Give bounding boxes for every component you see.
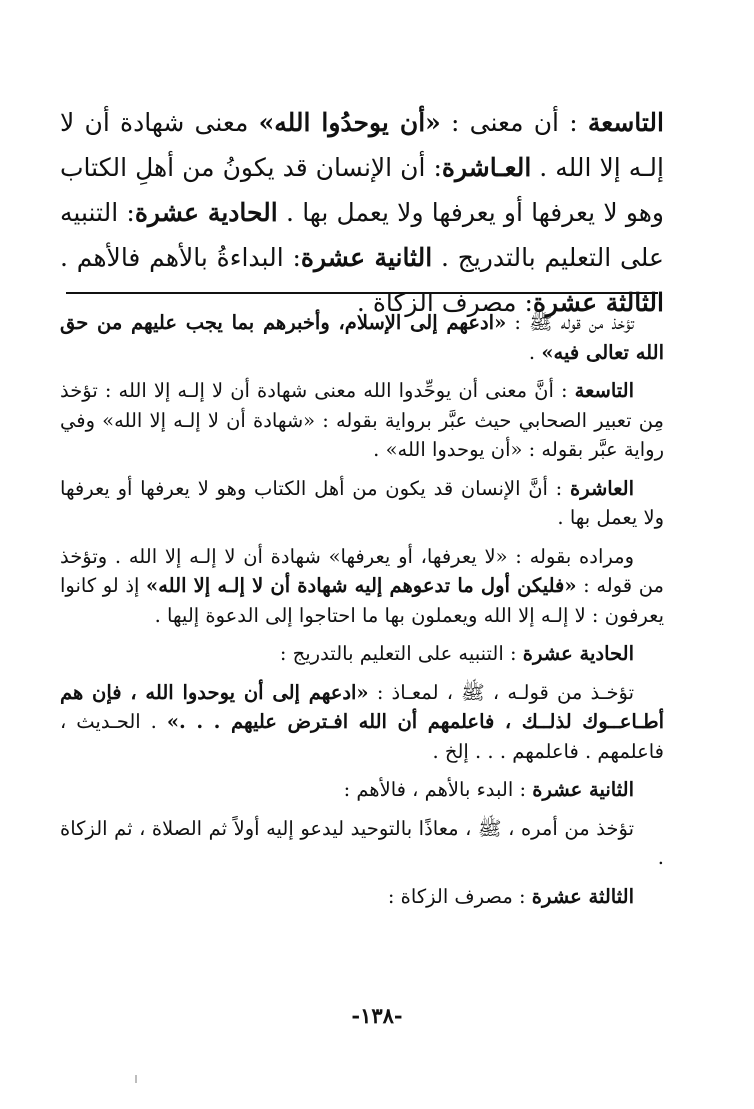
note-paragraph: التاسعة : أنَّ معنى أن يوحِّدوا الله معنى شهادة أن لا إلـه إلا الله : تؤخذ مِن تعبير الصحابي حيث عبَّر برواية بقوله : «شهادة أن لا إلـه إلا الله» وفي رواية عبَّر بقوله : «أن يوحدوا الله» . bbox=[60, 379, 664, 461]
page-number: -١٣٨- bbox=[351, 1003, 403, 1028]
scan-mark bbox=[135, 1075, 137, 1083]
main-paragraph: التاسعة : أن معنى : «أن يوحدُوا الله» معنى شهادة أن لا إلـه إلا الله . العـاشرة: أن الإنسان قد يكونُ من أهلِ الكتاب وهو لا يعرفها أو يعرفها ولا يعمل بها . الحادية عشرة: التنبيه على التعليم بالتدريج . الثانية عشرة: البداءةُ بالأهم فالأهم . الثالثة عشرة: مصرف الزكاة . bbox=[60, 108, 664, 317]
note-paragraph: تؤخذ من قوله ﷺ : «ادعهم إلى الإسلام، وأخبرهم بما يجب عليهم من حق الله تعالى فيه» . bbox=[60, 311, 664, 364]
commentary-block bbox=[60, 308, 664, 920]
note-paragraph: الثانية عشرة : البدء بالأهم ، فالأهم : bbox=[343, 778, 634, 801]
note-paragraph: تؤخذ من أمره ، ﷺ ، معاذًا بالتوحيد ليدعو إليه أولاً ثم الصلاة ، ثم الزكاة . bbox=[60, 816, 664, 869]
lesson-eleventh-heading: الحادية عشرة bbox=[134, 198, 278, 227]
lesson-tenth-heading: العـاشرة bbox=[441, 153, 532, 182]
note-paragraph: العاشرة : أنَّ الإنسان قد يكون من أهل الكتاب وهو لا يعرفها أو يعرفها ولا يعمل بها . bbox=[60, 476, 664, 529]
note-paragraph: الثالثة عشرة : مصرف الزكاة : bbox=[387, 884, 634, 908]
footnote-divider bbox=[66, 292, 658, 294]
note-paragraph: تؤخـذ من قولـه ، ﷺ ، لمعـاذ : «ادعهم إلى أن يوحدوا الله ، فإن هم أطـاعــوك لذلــك ، فاعلمهم أن الله افـترض عليهم . . .» . الحـديث ، فاعلمهم . فاعلمهم . . . إلخ . bbox=[60, 680, 665, 763]
lesson-ninth-heading: التاسعة bbox=[587, 108, 664, 137]
lesson-thirteenth-heading: الثالثة عشرة bbox=[532, 288, 664, 317]
note-paragraph: الحادية عشرة : التنبيه على التعليم بالتدريج : bbox=[279, 642, 634, 665]
quoted-phrase: «أن يوحدُوا الله» bbox=[258, 108, 441, 137]
note-paragraph: ومراده بقوله : «لا يعرفها، أو يعرفها» شهادة أن لا إلـه إلا الله . وتؤخذ من قوله : «فليكن أول ما تدعوهم إليه شهادة أن لا إلـه إلا الله» إذ لو كانوا يعرفون : لا إلـه إلا الله ويعملون بها ما احتاجوا إلى الدعوة إليها . bbox=[60, 544, 664, 627]
lesson-twelfth-heading: الثانية عشرة bbox=[300, 243, 433, 272]
